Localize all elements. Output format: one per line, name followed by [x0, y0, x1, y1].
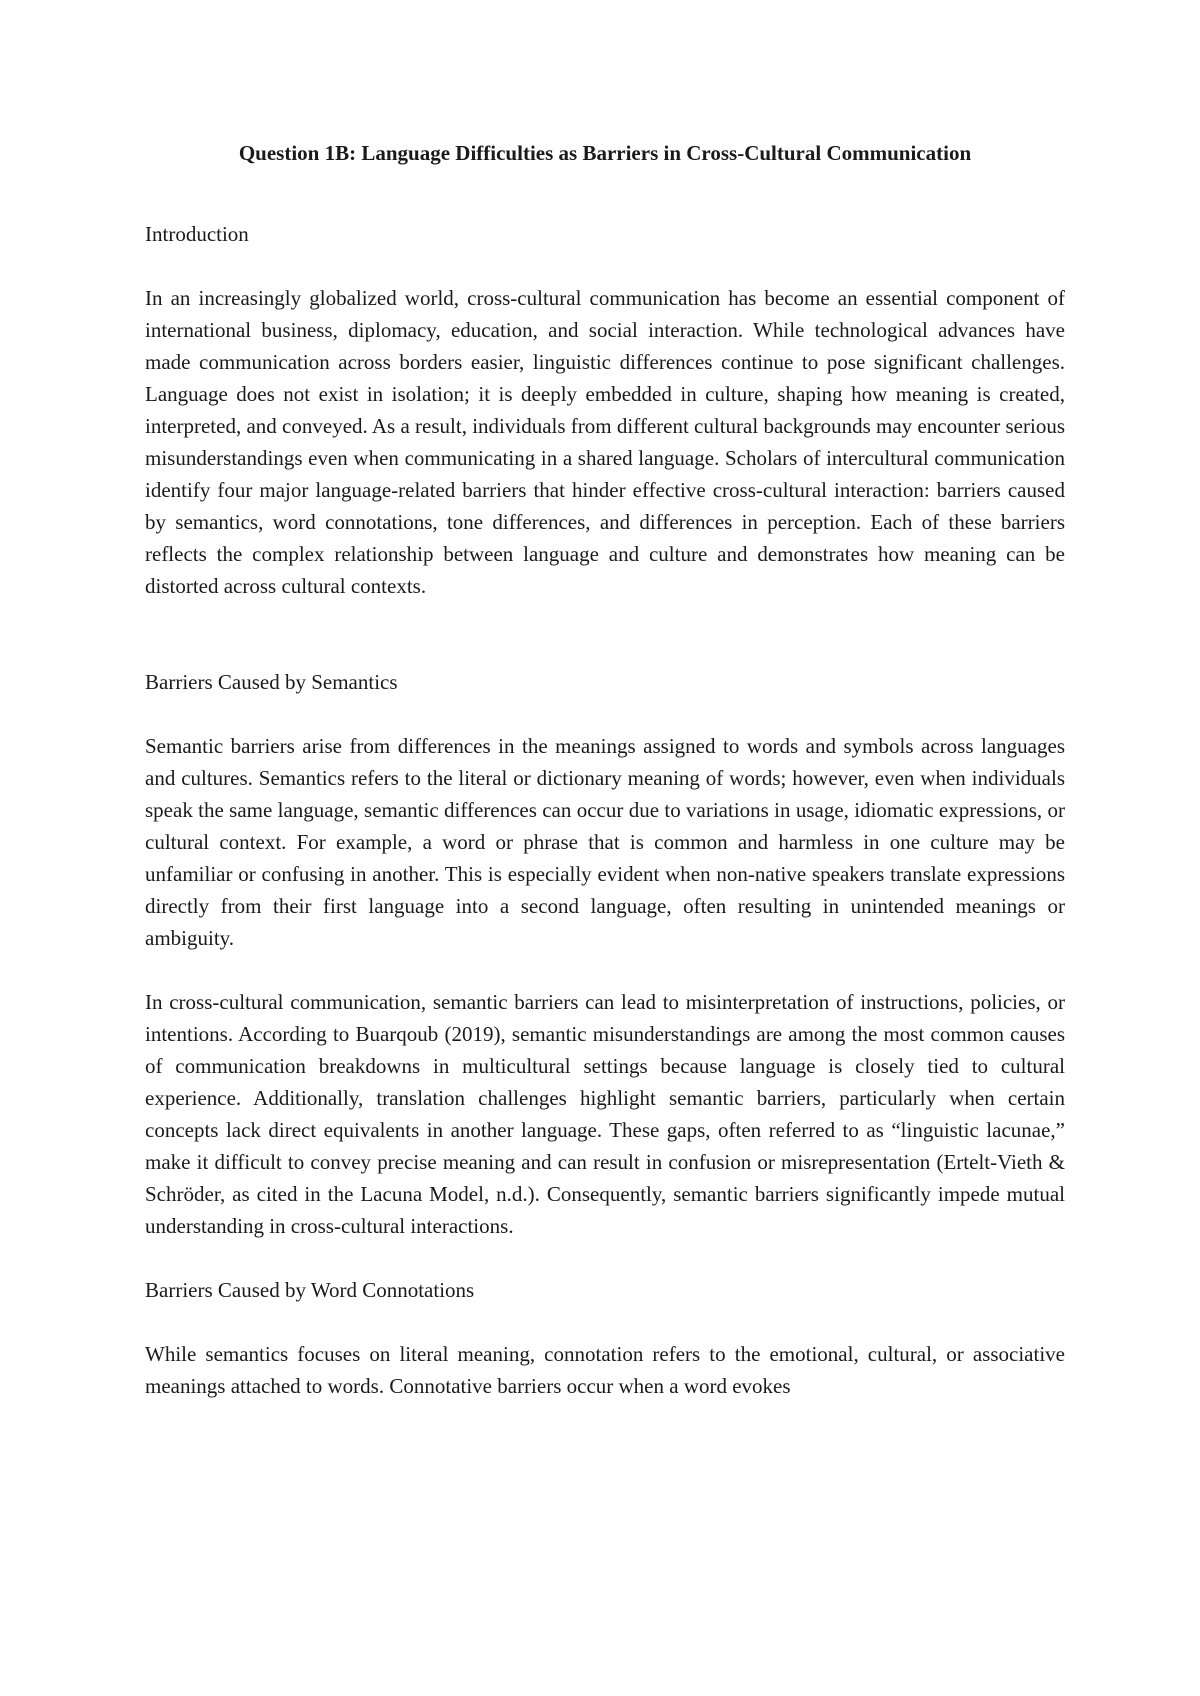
section-heading-introduction: Introduction — [145, 222, 249, 246]
paragraph-semantics-1: Semantic barriers arise from differences in the meanings assigned to words and symbols across languages and cultures. Semantics refers to the literal or dictionary meaning of words; however, even when individuals speak the same language, semantic differences can occur due to variations in usage, idiomatic expressions, or cultural context. For example, a word or phrase that is common and harmless in one culture may be unfamiliar or confusing in another. This is especially evident when non-native speakers translate expressions directly from their first language into a second language, often resulting in unintended meanings or ambiguity. — [145, 734, 1065, 950]
document-body — [145, 138, 1065, 1402]
paragraph-semantics-2: In cross-cultural communication, semantic barriers can lead to misinterpretation of instructions, policies, or intentions. According to Buarqoub (2019), semantic misunderstandings are among the most common causes of communication breakdowns in multicultural settings because language is closely tied to cultural experience. Additionally, translation challenges highlight semantic barriers, particularly when certain concepts lack direct equivalents in another language. These gaps, often referred to as “linguistic lacunae,” make it difficult to convey precise meaning and can result in confusion or misrepresentation (Ertelt-Vieth & Schröder, as cited in the Lacuna Model, n.d.). Consequently, semantic barriers significantly impede mutual understanding in cross-cultural interactions. — [145, 990, 1065, 1238]
paragraph-introduction: In an increasingly globalized world, cross-cultural communication has become an essential component of international business, diplomacy, education, and social interaction. While technological advances have made communication across borders easier, linguistic differences continue to pose significant challenges. Language does not exist in isolation; it is deeply embedded in culture, shaping how meaning is created, interpreted, and conveyed. As a result, individuals from different cultural backgrounds may encounter serious misunderstandings even when communicating in a shared language. Scholars of intercultural communication identify four major language-related barriers that hinder effective cross-cultural interaction: barriers caused by semantics, word connotations, tone differences, and differences in perception. Each of these barriers reflects the complex relationship between language and culture and demonstrates how meaning can be distorted across cultural contexts. — [145, 286, 1065, 598]
section-heading-semantics: Barriers Caused by Semantics — [145, 670, 398, 694]
document-title: Question 1B: Language Difficulties as Barriers in Cross-Cultural Communication — [238, 141, 972, 165]
paragraph-connotations-1: While semantics focuses on literal meaning, connotation refers to the emotional, cultural, or associative meanings attached to words. Connotative barriers occur when a word evokes — [145, 1342, 1065, 1398]
section-heading-connotations: Barriers Caused by Word Connotations — [145, 1278, 475, 1302]
